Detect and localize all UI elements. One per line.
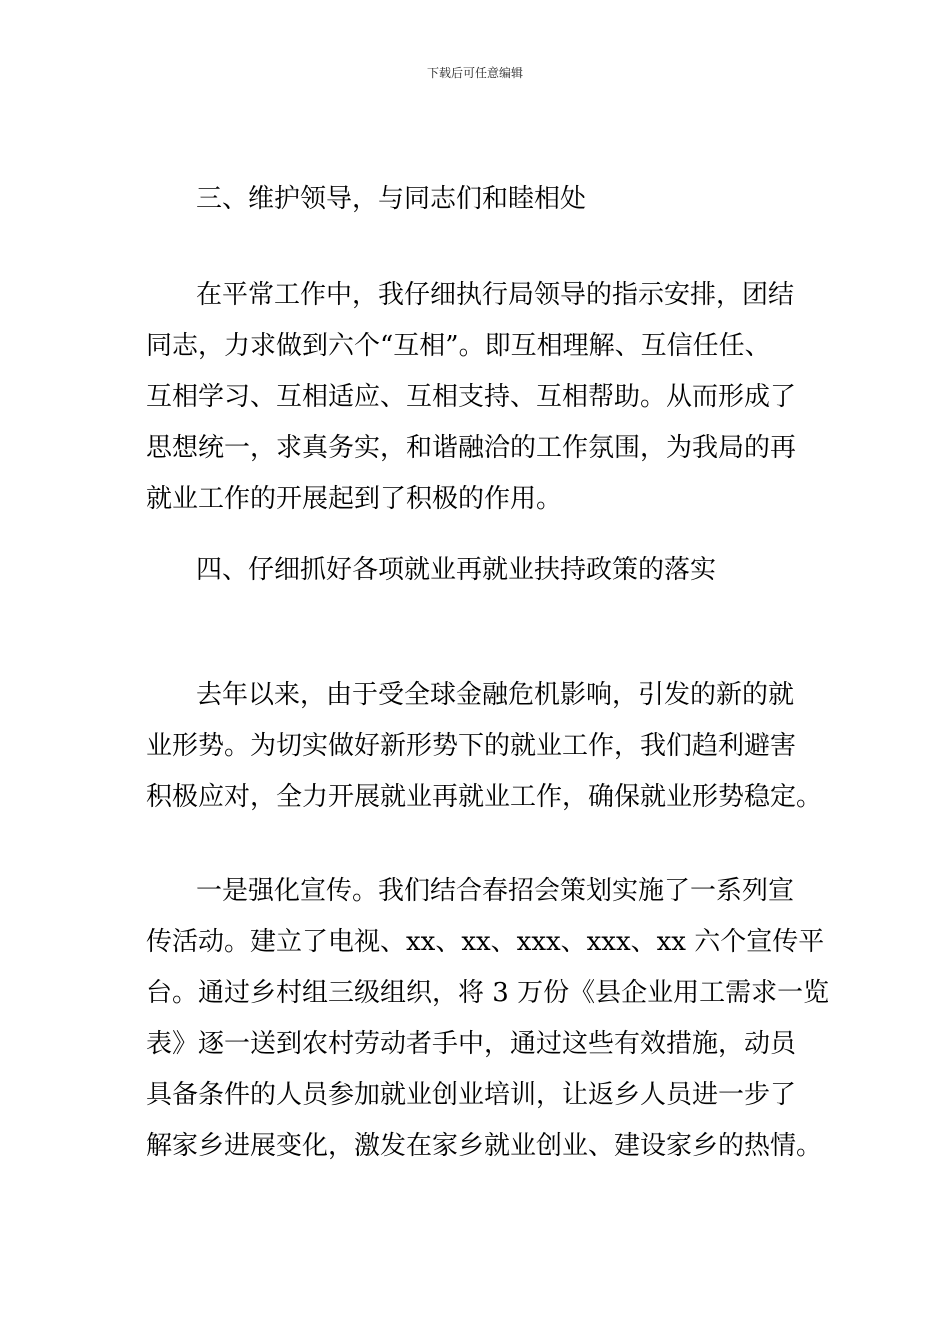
paragraph-line: 业形势。为切实做好新形势下的就业工作，我们趋利避害 — [146, 731, 797, 761]
section-heading-3: 三、维护领导，与同志们和睦相处 — [196, 184, 587, 214]
paragraph — [146, 670, 823, 823]
page-header: 下载后可任意编辑 — [426, 66, 523, 80]
paragraph-line: 台。通过乡村组三级组织，将 3 万份《县企业用工需求一览 — [146, 978, 830, 1008]
paragraph-line: 同志，力求做到六个“互相”。即互相理解、互信任任、 — [146, 331, 771, 361]
paragraph — [146, 270, 806, 525]
paragraph-line: 思想统一，求真务实，和谐融洽的工作氛围，为我局的再 — [146, 433, 797, 463]
paragraph-line: 解家乡进展变化，激发在家乡就业创业、建设家乡的热情。 — [146, 1131, 823, 1161]
paragraph-line: 互相学习、互相适应、互相支持、互相帮助。从而形成了 — [146, 382, 797, 412]
paragraph-line: 积极应对，全力开展就业再就业工作，确保就业形势稳定。 — [146, 782, 823, 812]
paragraph-line: 表》逐一送到农村劳动者手中，通过这些有效措施，动员 — [146, 1029, 797, 1059]
paragraph-line: 去年以来，由于受全球金融危机影响，引发的新的就 — [196, 680, 795, 710]
section-heading-4: 四、仔细抓好各项就业再就业扶持政策的落实 — [196, 555, 717, 585]
paragraph-line: 具备条件的人员参加就业创业培训，让返乡人员进一步了 — [146, 1080, 797, 1110]
paragraph-line: 传活动。建立了电视、xx、xx、xxx、xxx、xx 六个宣传平 — [146, 927, 825, 957]
paragraph-line: 一是强化宣传。我们结合春招会策划实施了一系列宣 — [196, 876, 795, 906]
paragraph — [146, 866, 830, 1172]
paragraph-line: 在平常工作中，我仔细执行局领导的指示安排，团结 — [196, 280, 795, 310]
paragraph-line: 就业工作的开展起到了积极的作用。 — [146, 484, 563, 514]
